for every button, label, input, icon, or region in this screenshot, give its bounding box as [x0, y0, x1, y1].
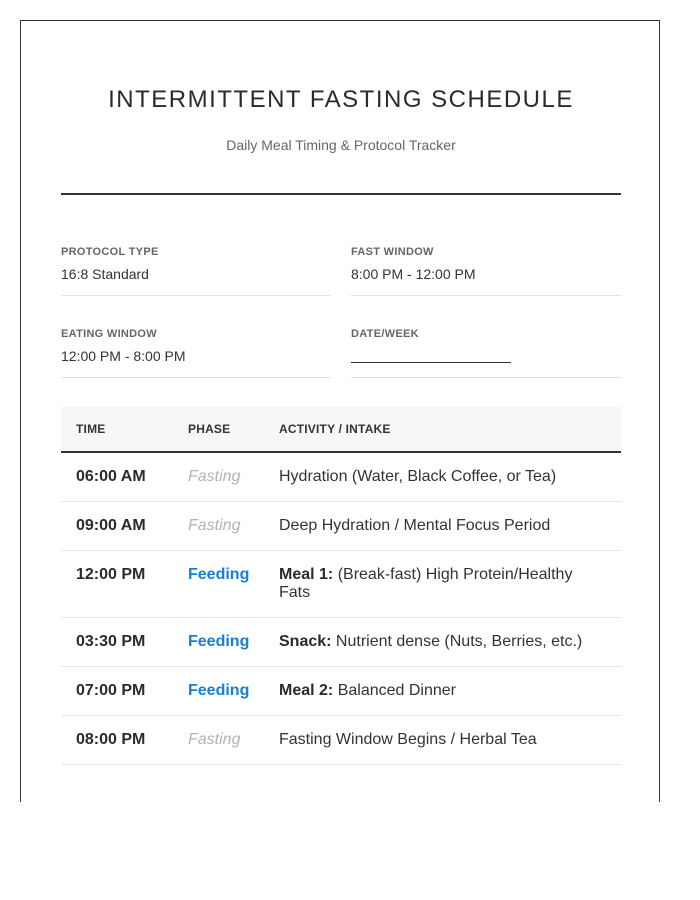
activity-text: Deep Hydration / Mental Focus Period — [279, 517, 551, 534]
fast-window-label: FAST WINDOW — [351, 246, 434, 258]
eating-window-value: 12:00 PM - 8:00 PM — [61, 348, 186, 364]
row-activity-cell — [267, 502, 621, 551]
row-phase-cell — [176, 667, 267, 716]
activity-text: Hydration (Water, Black Coffee, or Tea) — [279, 468, 557, 485]
document-header — [61, 21, 621, 195]
row-phase-cell — [176, 551, 267, 618]
row-time: 08:00 PM — [61, 716, 176, 765]
fast-window-value: 8:00 PM - 12:00 PM — [351, 266, 476, 282]
phase-label: Feeding — [188, 682, 250, 699]
table-row — [61, 452, 621, 502]
row-activity-cell — [267, 618, 621, 667]
page-title: INTERMITTENT FASTING SCHEDULE — [108, 86, 574, 113]
row-activity-cell — [267, 667, 621, 716]
row-activity-cell — [267, 551, 621, 618]
protocol-type-label: PROTOCOL TYPE — [61, 246, 159, 258]
date-week-field — [351, 325, 621, 378]
page-subtitle: Daily Meal Timing & Protocol Tracker — [226, 137, 456, 153]
phase-label: Feeding — [188, 566, 250, 583]
activity-text: (Break-fast) High Protein/Healthy Fats — [279, 566, 573, 601]
table-row — [61, 502, 621, 551]
row-phase-cell — [176, 716, 267, 765]
phase-label: Fasting — [188, 517, 241, 534]
table-row — [61, 667, 621, 716]
row-time: 12:00 PM — [61, 551, 176, 618]
protocol-type-field — [61, 243, 331, 296]
date-week-blank-line[interactable] — [351, 362, 511, 363]
date-week-label: DATE/WEEK — [351, 328, 419, 340]
activity-meal-label: Meal 2: — [279, 682, 334, 699]
phase-label: Fasting — [188, 731, 241, 748]
row-phase-cell — [176, 618, 267, 667]
activity-meal-label: Meal 1: — [279, 566, 334, 583]
row-activity-cell — [267, 716, 621, 765]
activity-text: Nutrient dense (Nuts, Berries, etc.) — [331, 633, 583, 650]
table-header-row — [61, 407, 621, 452]
table-row — [61, 716, 621, 765]
activity-meal-label: Snack: — [279, 633, 332, 650]
row-time: 03:30 PM — [61, 618, 176, 667]
row-phase-cell — [176, 502, 267, 551]
schedule-table — [61, 407, 621, 765]
phase-label: Feeding — [188, 633, 250, 650]
schedule-body — [61, 452, 621, 765]
schedule-sheet — [20, 20, 660, 802]
table-row — [61, 618, 621, 667]
table-row — [61, 551, 621, 618]
phase-label: Fasting — [188, 468, 241, 485]
row-time: 07:00 PM — [61, 667, 176, 716]
row-phase-cell — [176, 452, 267, 502]
eating-window-label: EATING WINDOW — [61, 328, 157, 340]
column-header-phase: PHASE — [176, 407, 267, 452]
protocol-type-value: 16:8 Standard — [61, 266, 149, 282]
activity-text: Fasting Window Begins / Herbal Tea — [279, 731, 537, 748]
activity-text: Balanced Dinner — [333, 682, 456, 699]
eating-window-field — [61, 325, 331, 378]
column-header-time: TIME — [61, 407, 176, 452]
row-time: 09:00 AM — [61, 502, 176, 551]
column-header-activity: ACTIVITY / INTAKE — [267, 407, 621, 452]
row-activity-cell — [267, 452, 621, 502]
row-time: 06:00 AM — [61, 452, 176, 502]
fast-window-field — [351, 243, 621, 296]
